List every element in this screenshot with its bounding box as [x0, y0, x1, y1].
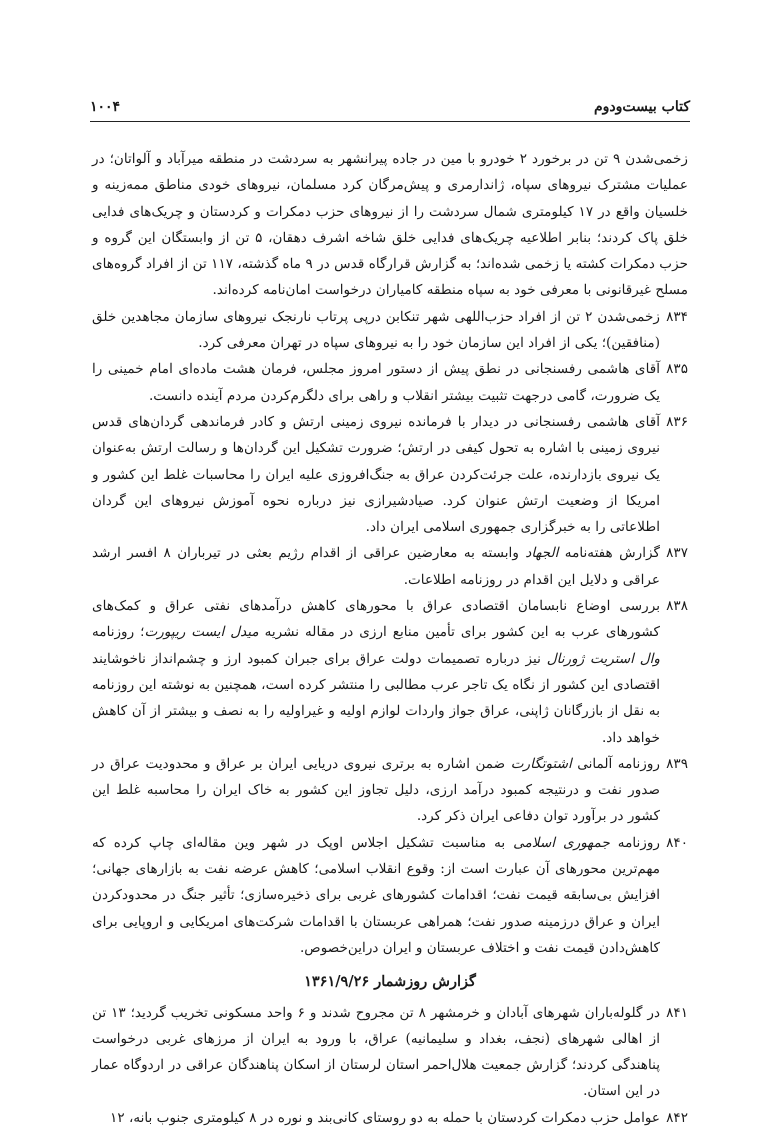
publication-name: جمهوری اسلامی: [513, 834, 610, 851]
entry-number: ۸۳۷: [666, 545, 688, 562]
publication-name: میدل ایست ریپورت: [144, 624, 259, 641]
entry-839: [92, 751, 688, 830]
header-rule: [90, 121, 690, 122]
entry-text-pre: روزنامه آلمانی: [571, 755, 660, 772]
entry-number: ۸۴۰: [666, 834, 688, 851]
publication-name: الجهاد: [525, 545, 559, 562]
entry-838: [92, 593, 688, 751]
entry-text: به مناسبت تشکیل اجلاس اوپک در شهر وین مقاله‌ای چاپ کرده که مهم‌ترین محورهای آن عبارت است از: وقوع انقلاب اسلامی؛ کاهش عرضه نفت به بازارهای جهانی؛ افزایش بی‌سابقه قیمت نفت؛ اقدامات کشورهای غربی برای ذخیره‌سازی؛ تأثیر جنگ در محدودکردن ایران و عراق درزمینه صدور نفت؛ همراهی عربستان با اقدامات شرکت‌های امریکایی و اروپایی برای کاهش‌دادن قیمت نفت و اختلاف عربستان و ایران دراین‌خصوص.: [92, 834, 660, 956]
entry-text: وابسته به معارضین عراقی از اقدام رژیم بعثی در تیرباران ۸ افسر ارشد عراقی و دلایل این اقدام در روزنامه اطلاعات.: [92, 545, 660, 588]
entry-number: ۸۳۴: [666, 308, 688, 325]
intro-paragraph: زخمی‌شدن ۹ تن در برخورد ۲ خودرو با مین در جاده پیرانشهر به سردشت در منطقه میرآباد و آلواتان؛ در عملیات مشترک نیروهای سپاه، ژاندارمری و پیش‌مرگان کرد مسلمان، نیروهای خودی مناطق ممه‌زینه و خلسیان واقع در ۱۷ کیلومتری شمال سردشت را از نیروهای حزب دمکرات و کردستان و چریک‌های فدایی خلق پاک کردند؛ بنابر اطلاعیه چریک‌های فدایی خلق شاخه اشرف دهقان، ۵ تن از وابستگان این گروه و حزب دمکرات کشته یا زخمی شده‌اند؛ به گزارش قرارگاه قدس در ۹ ماه گذشته، ۱۱۷ تن از افراد گروه‌های مسلح غیرقانونی با معرفی خود به سپاه منطقه کامیاران درخواست امان‌نامه کرده‌اند.: [92, 151, 688, 299]
entry-text: نیز درباره تصمیمات دولت عراق برای جبران کمبود ارز و چشم‌انداز ناخوشایند اقتصادی این کشور از نگاه یک تاجر عرب مطالبی را منتشر کرده است، همچنین به نوشته این روزنامه به نقل از بازرگانان ژاپنی، عراق جواز واردات لوازم اولیه و غیراولیه را به نصف و بیشتر از آن کاهش خواهد داد.: [92, 650, 660, 746]
entry-number: ۸۳۸: [666, 598, 688, 615]
entry-837: [92, 540, 688, 593]
entry-text-pre: بررسی اوضاع نابسامان اقتصادی عراق با محورهای کاهش درآمدهای نفتی عراق و کمک‌های کشورهای عرب به این کشور برای تأمین منابع ارزی در مقاله نشریه: [92, 598, 660, 641]
entry-number: ۸۳۵: [666, 361, 688, 378]
entry-text: ضمن اشاره به برتری نیروی دریایی ایران بر عراق و محدودیت عراق در صدور نفت و درنتیجه کمبود درآمد ارزی، دلیل تجاوز این کشور به خاک ایران را محاسبه غلط این کشور در برآورد توان دفاعی ایران ذکر کرد.: [92, 755, 660, 825]
document-body: [92, 146, 688, 1131]
publication-name-2: وال استریت ژورنال: [546, 650, 660, 667]
entry-number: ۸۴۱: [666, 1004, 688, 1021]
entry-text: آقای هاشمی رفسنجانی در دیدار با فرمانده نیروی زمینی ارتش و کادر فرماندهی گردان‌های قدس نیروی زمینی با اشاره به تحول کیفی در ارتش؛ ضرورت تشکیل این گردان‌ها و رسالت ارتش به‌عنوان یک نیروی بازدارنده، علت جرئت‌کردن عراق به جنگ‌افروزی علیه ایران را محاسبات غلط این کشور و امریکا از وضعیت ارتش عنوان کرد. صیادشیرازی نیز درباره نحوه آموزش نیروهای این گردان اطلاعاتی را به خبرگزاری جمهوری اسلامی ایران داد.: [92, 413, 661, 536]
entry-text: در گلوله‌باران شهرهای آبادان و خرمشهر ۸ تن مجروح شدند و ۶ واحد مسکونی تخریب گردید؛ ۱۳ تن از اهالی شهرهای (نجف، بغداد و سلیمانیه) عراق، با ورود به ایران از مرزهای غربی درخواست پناهندگی کردند؛ گزارش جمعیت هلال‌احمر استان لرستان از اسکان پناهندگان عراقی در اردوگاه عمار در این استان.: [92, 1004, 660, 1100]
entry-841: [92, 1000, 688, 1105]
section-title: گزارش روزشمار ۱۳۶۱/۹/۲۶: [304, 973, 476, 991]
entry-840: [92, 830, 688, 961]
entry-text: عوامل حزب دمکرات کردستان با حمله به دو روستای کانی‌بند و نوره در ۸ کیلومتری جنوب بانه، ۱۲: [110, 1109, 660, 1126]
publication-name: اشتوتگارت: [510, 755, 572, 772]
entry-text: آقای هاشمی رفسنجانی در نطق پیش از دستور امروز مجلس، فرمان هشت ماده‌ای امام خمینی را یک ضرورت، گامی درجهت تثبیت بیشتر انقلاب و راهی برای دلگرم‌کردن مردم آینده دانست.: [92, 361, 660, 404]
entry-text-mid: ؛ روزنامه: [92, 624, 145, 641]
entry-text: زخمی‌شدن ۲ تن از افراد حزب‌اللهی شهر تنکابن درپی پرتاب نارنجک نیروهای سازمان مجاهدین خلق (منافقین)؛ یکی از افراد این سازمان خود را به نیروهای سپاه در تهران معرفی کرد.: [92, 308, 660, 352]
page-number: ۱۰۰۴: [90, 99, 121, 115]
entry-842: [92, 1105, 688, 1131]
entry-number: ۸۳۶: [666, 413, 688, 430]
entry-text-pre: گزارش هفته‌نامه: [558, 545, 660, 562]
book-title: کتاب بیست‌ودوم: [594, 99, 690, 115]
running-header: [90, 93, 690, 115]
entry-836: [92, 409, 688, 540]
entry-834: [92, 304, 688, 357]
entry-835: [92, 356, 688, 409]
entry-number: ۸۳۹: [666, 755, 688, 772]
entry-number: ۸۴۲: [666, 1109, 688, 1126]
entry-text-pre: روزنامه: [609, 834, 660, 851]
